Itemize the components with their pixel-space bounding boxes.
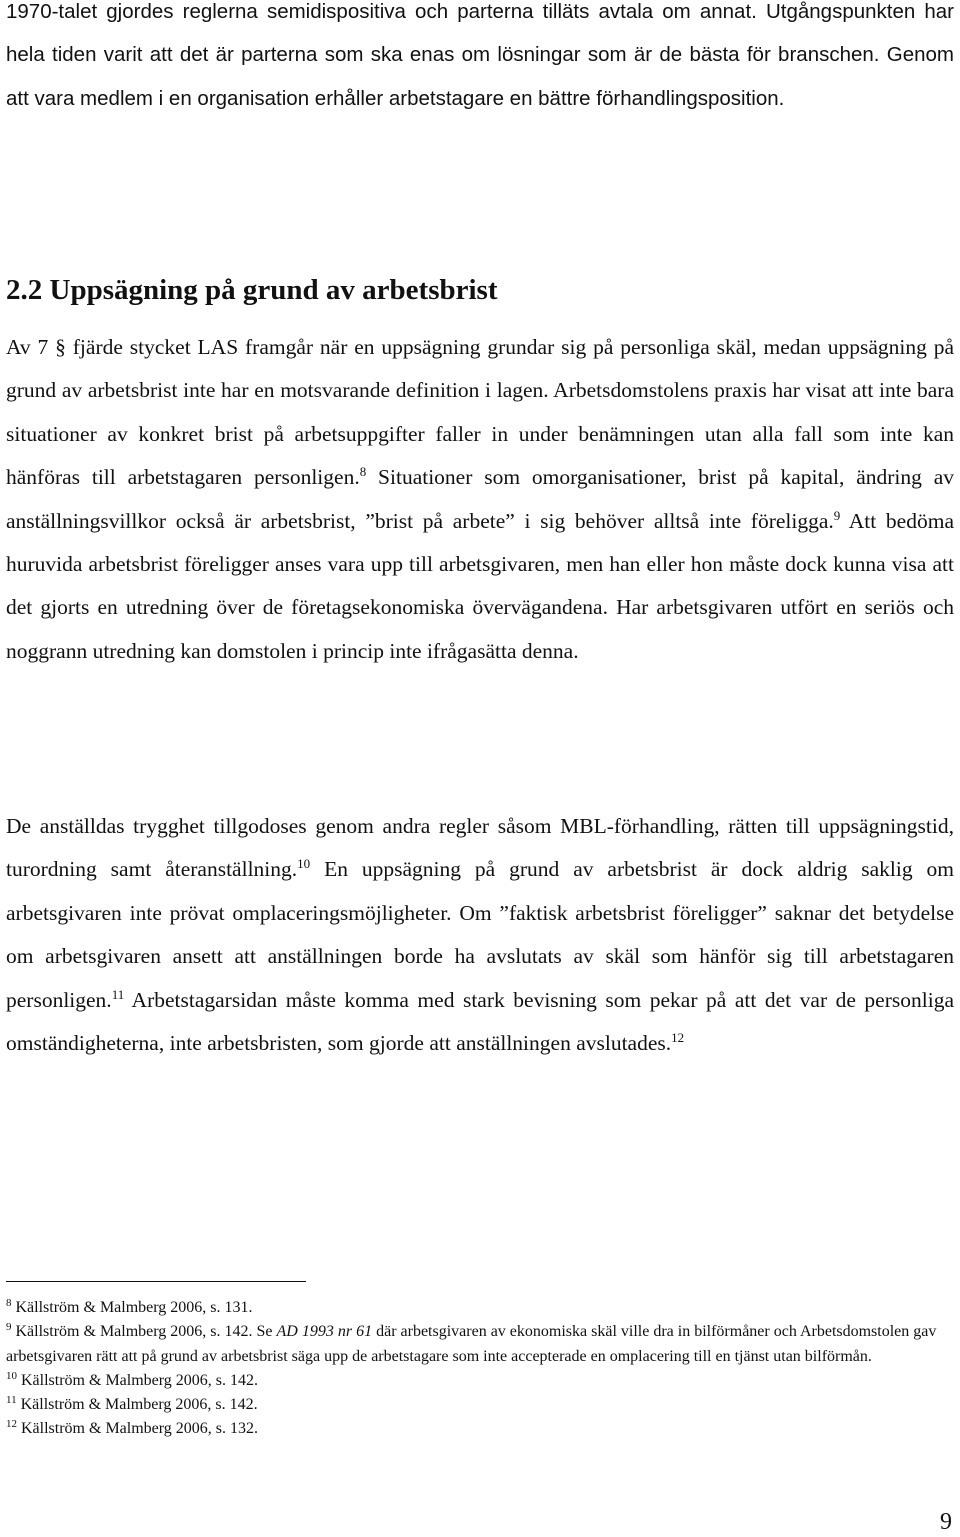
footnote-12 — [6, 1417, 954, 1441]
footnote-ref-11[interactable]: 11 — [111, 986, 125, 1002]
footnote-8 — [6, 1296, 954, 1320]
footnote-number: 11 — [6, 1394, 17, 1407]
footnote-9 — [6, 1320, 954, 1369]
intro-paragraph: 1970-talet gjordes reglerna semidispositiva och parterna tilläts avtala om annat. Utgångspunkten har hela tiden varit att det är parterna som ska enas om lösningar som är de bästa för branschen. Genom att vara medlem i en organisation erhåller arbetstagare en bättre förhandlingsposition. — [6, 0, 954, 110]
footnote-number: 9 — [6, 1321, 12, 1334]
footnote-separator — [6, 1281, 306, 1282]
footnote-number: 10 — [6, 1369, 17, 1382]
footnote-ref-8[interactable]: 8 — [359, 464, 367, 480]
p2-text-c: Arbetstagarsidan måste komma med stark bevisning som pekar på att det var de personliga omständigheterna, inte arbetsbristen, som gjorde att anställningen avslutades. — [6, 987, 954, 1056]
p2-text-a: De anställdas trygghet tillgodoses genom andra regler såsom MBL-förhandling, rätten till uppsägningstid, turordning samt återanställning. — [6, 814, 954, 882]
footnote-ref-12[interactable]: 12 — [671, 1029, 685, 1045]
footnote-ref-9[interactable]: 9 — [833, 507, 841, 523]
p1-text-c: Att bedöma huruvida arbetsbrist föreligger anses vara upp till arbetsgivaren, men han eller hon måste dock kunna visa att det gjorts en utredning över de företagsekonomiska övervägandena. Har arbetsgivaren utfört en seriös och noggrann utredning kan domstolen i princip inte ifrågasätta denna. — [6, 508, 954, 663]
p2-text-b: En uppsägning på grund av arbetsbrist är dock aldrig saklig om arbetsgivaren inte prövat omplaceringsmöjligheter. Om ”faktisk arbetsbrist föreligger” saknar det betydelse om arbetsgivaren ansett att anställningen borde ha avslutats av skäl som hänför sig till arbetstagaren personligen. — [6, 857, 955, 1012]
footnote-text: Källström & Malmberg 2006, s. 142. — [16, 1396, 258, 1414]
footnote-11 — [6, 1393, 954, 1417]
footnote-text: Källström & Malmberg 2006, s. 132. — [17, 1420, 259, 1438]
p1-text-b: Situationer som omorganisationer, brist på kapital, ändring av anställningsvillkor också är arbetsbrist, ”brist på arbete” i sig behöver alltså inte föreligga. — [6, 465, 954, 533]
footnote-text: Källström & Malmberg 2006, s. 142. — [17, 1371, 259, 1389]
footnote-number: 12 — [6, 1418, 17, 1431]
section-heading: 2.2 Uppsägning på grund av arbetsbrist — [6, 274, 498, 306]
footnote-ref-10[interactable]: 10 — [297, 856, 311, 872]
body-paragraph-2 — [6, 805, 954, 1065]
footnote-10 — [6, 1369, 954, 1393]
footnote-number: 8 — [6, 1296, 12, 1309]
page-number: 9 — [940, 1509, 952, 1535]
case-reference: AD 1993 nr 61 — [276, 1323, 373, 1341]
footnote-text: Källström & Malmberg 2006, s. 142. Se — [11, 1323, 277, 1341]
footnote-text: Källström & Malmberg 2006, s. 131. — [11, 1299, 253, 1316]
p1-text-a: Av 7 § fjärde stycket LAS framgår när en uppsägning grundar sig på personliga skäl, medan uppsägning på grund av arbetsbrist inte har en motsvarande definition i lagen. Arbetsdomstolens praxis har visat att inte bara situationer av konkret brist på arbetsuppgifter faller in under benämningen utan alla fall som inte kan hänföras till arbetstagaren personligen. — [6, 335, 954, 490]
footnote-text-rest: där arbetsgivaren av ekonomiska skäl ville dra in bilförmåner och Arbetsdomstolen gav arbetsgivaren rätt att på grund av arbetsbrist säga upp de arbetstagare som inte accepterade en omplacering till en tjänst utan bilförmån. — [6, 1323, 937, 1365]
footnotes — [6, 1296, 954, 1442]
body-paragraph-1 — [6, 326, 954, 673]
